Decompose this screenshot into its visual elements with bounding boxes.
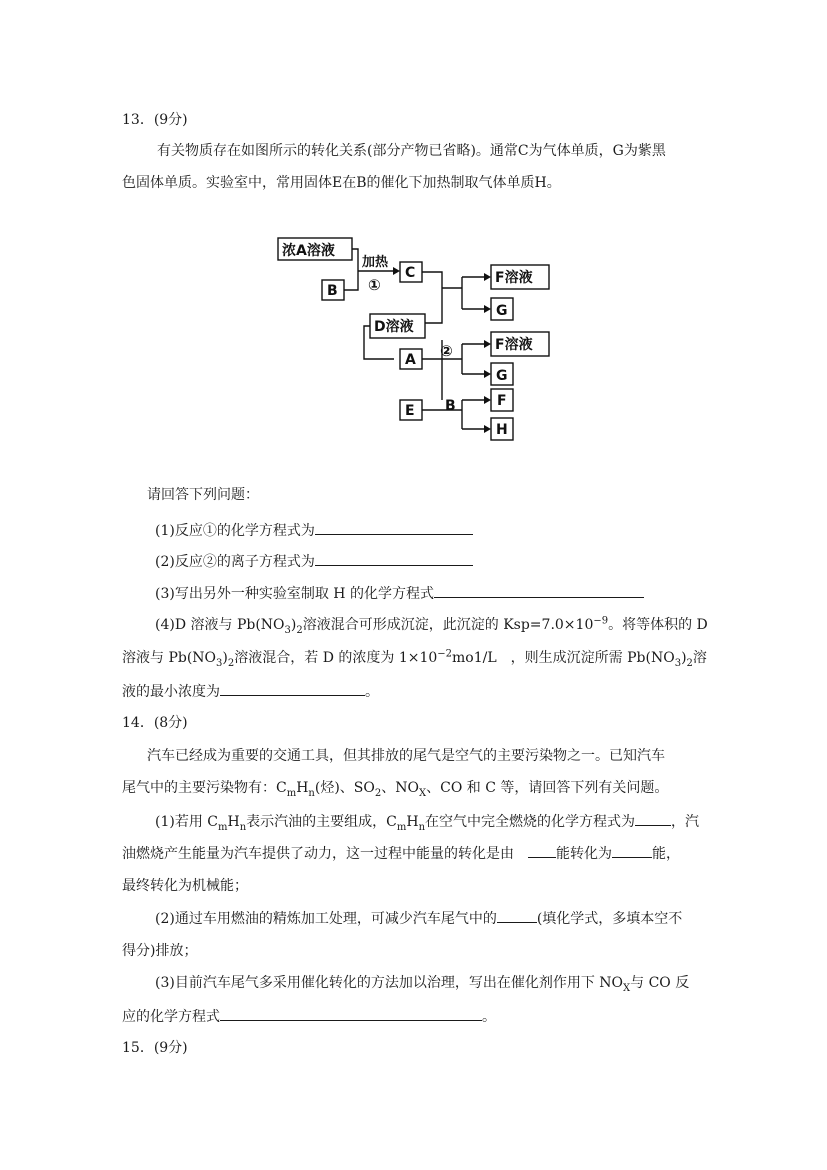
answer-blank[interactable] (434, 583, 644, 598)
sub: 2 (374, 787, 382, 799)
text: mo1/L ，则生成沉淀所需 Pb(NO (452, 650, 675, 666)
q13-part1 (155, 520, 473, 541)
q13-part2-text: (2)反应②的离子方程式为 (155, 554, 315, 570)
text: 溶液与 Pb(NO (122, 650, 217, 666)
text: ) (681, 650, 687, 666)
sub: 2 (296, 624, 303, 636)
label-g-2: G (496, 368, 508, 384)
q13-part1-text: (1)反应①的化学方程式为 (155, 523, 315, 539)
label-e: E (405, 403, 415, 419)
text: H (296, 780, 309, 796)
q13-part3 (155, 583, 644, 604)
label-heat: 加热 (362, 255, 389, 270)
q13-intro-line1: 有关物质存在如图所示的转化关系(部分产物已省略)。通常C为气体单质，G为紫黑 (157, 143, 666, 159)
label-c: C (405, 265, 416, 281)
sub: m (396, 821, 407, 833)
text: (1)若用 C (155, 814, 218, 830)
answer-blank[interactable] (497, 908, 537, 923)
text: 能， (652, 846, 680, 862)
text: H (406, 814, 419, 830)
q13-part4-line3 (122, 681, 379, 702)
q14-part1-line3: 最终转化为机械能； (122, 878, 248, 894)
q14-intro-line2 (122, 778, 668, 798)
sub: 2 (686, 657, 693, 669)
sub: X (623, 982, 631, 994)
text: H (227, 814, 240, 830)
q14-intro-line1: 汽车已经成为重要的交通工具，但其排放的尾气是空气的主要污染物之一。已知汽车 (147, 748, 665, 764)
sub: 3 (284, 624, 291, 636)
label-catalyst-b: B (445, 398, 456, 414)
text: 与 CO 反 (630, 975, 690, 991)
text: 表示汽油的主要组成，C (246, 814, 397, 830)
text: 溶液混合可形成沉淀，此沉淀的 Ksp=7.0×10 (302, 617, 594, 633)
answer-blank[interactable] (635, 811, 671, 826)
text: 油燃烧产生能量为汽车提供了动力，这一过程中能量的转化是由 (122, 846, 514, 862)
text: 尾气中的主要污染物有：C (122, 780, 287, 796)
label-a: A (405, 352, 416, 368)
sub: 3 (674, 657, 682, 669)
label-f-solution-1: F溶液 (495, 270, 533, 286)
label-b-1: B (327, 283, 338, 299)
label-f-solution-2: F溶液 (495, 337, 533, 353)
label-d-solution: D溶液 (374, 319, 414, 335)
exponent: −9 (593, 615, 609, 627)
sub: 2 (227, 657, 235, 669)
sub: X (418, 787, 427, 799)
label-f: F (497, 393, 507, 409)
q13-part4-line2 (122, 648, 707, 668)
sub: m (218, 821, 228, 833)
text: 、NO (381, 780, 419, 796)
sub: n (239, 821, 247, 833)
text: ，汽 (671, 814, 700, 830)
text: (填化学式，多填本空不 (536, 911, 683, 927)
q13-part4-line1 (155, 615, 708, 635)
label-h: H (496, 422, 508, 438)
label-g-1: G (496, 303, 508, 319)
text: 溶液混合，若 D 的浓度为 1×10 (234, 650, 438, 666)
q14-part3-line1 (155, 973, 689, 993)
answer-blank[interactable] (220, 1006, 482, 1021)
exponent: −2 (437, 648, 453, 660)
text: 。 (365, 684, 379, 700)
answer-blank[interactable] (220, 681, 365, 696)
text: (3)目前汽车尾气多采用催化转化的方法加以治理，写出在催化剂作用下 NO (155, 975, 624, 991)
text: (烃)、SO (314, 780, 375, 796)
label-reaction-2: ② (440, 342, 453, 360)
conversion-diagram (270, 228, 560, 446)
text: 、CO 和 C 等，请回答下列有关问题。 (426, 780, 669, 796)
sub: 3 (216, 657, 223, 669)
text: 应的化学方程式 (122, 1009, 220, 1025)
text: (2)通过车用燃油的精炼加工处理，可减少汽车尾气中的 (155, 911, 497, 927)
label-reaction-1: ① (368, 276, 381, 294)
q13-prompt: 请回答下列问题： (147, 487, 259, 503)
sub: m (286, 787, 297, 799)
text: ) (222, 650, 228, 666)
sub: n (308, 787, 315, 799)
q14-header: 14．(8分) (122, 715, 188, 731)
label-conc-a-solution: 浓A溶液 (282, 243, 335, 259)
q15-header: 15．(9分) (122, 1040, 188, 1056)
answer-blank[interactable] (315, 520, 473, 535)
text: 。将等体积的 D (608, 617, 708, 633)
q14-part2-line1 (155, 908, 682, 929)
q13-header: 13．(9分) (122, 112, 188, 128)
answer-blank[interactable] (612, 843, 652, 858)
answer-blank[interactable] (315, 551, 473, 566)
q14-part1-line1 (155, 811, 699, 832)
q14-part3-line2 (122, 1006, 496, 1027)
text: 在空气中完全燃烧的化学方程式为 (425, 814, 636, 830)
q14-part2-line2: 得分)排放； (122, 943, 198, 959)
text: ) (290, 617, 297, 633)
text: 。 (482, 1009, 496, 1025)
q13-part3-text: (3)写出另外一种实验室制取 H 的化学方程式 (155, 586, 434, 602)
text: 能转化为 (556, 846, 612, 862)
q13-intro-line2: 色固体单质。实验室中，常用固体E在B的催化下加热制取气体单质H。 (122, 175, 561, 191)
q13-part2 (155, 551, 473, 572)
q14-part1-line2 (122, 843, 680, 864)
text: 液的最小浓度为 (122, 684, 220, 700)
text: 溶 (692, 650, 707, 666)
answer-blank[interactable] (528, 843, 556, 858)
sub: n (418, 821, 426, 833)
text: (4)D 溶液与 Pb(NO (155, 617, 285, 633)
